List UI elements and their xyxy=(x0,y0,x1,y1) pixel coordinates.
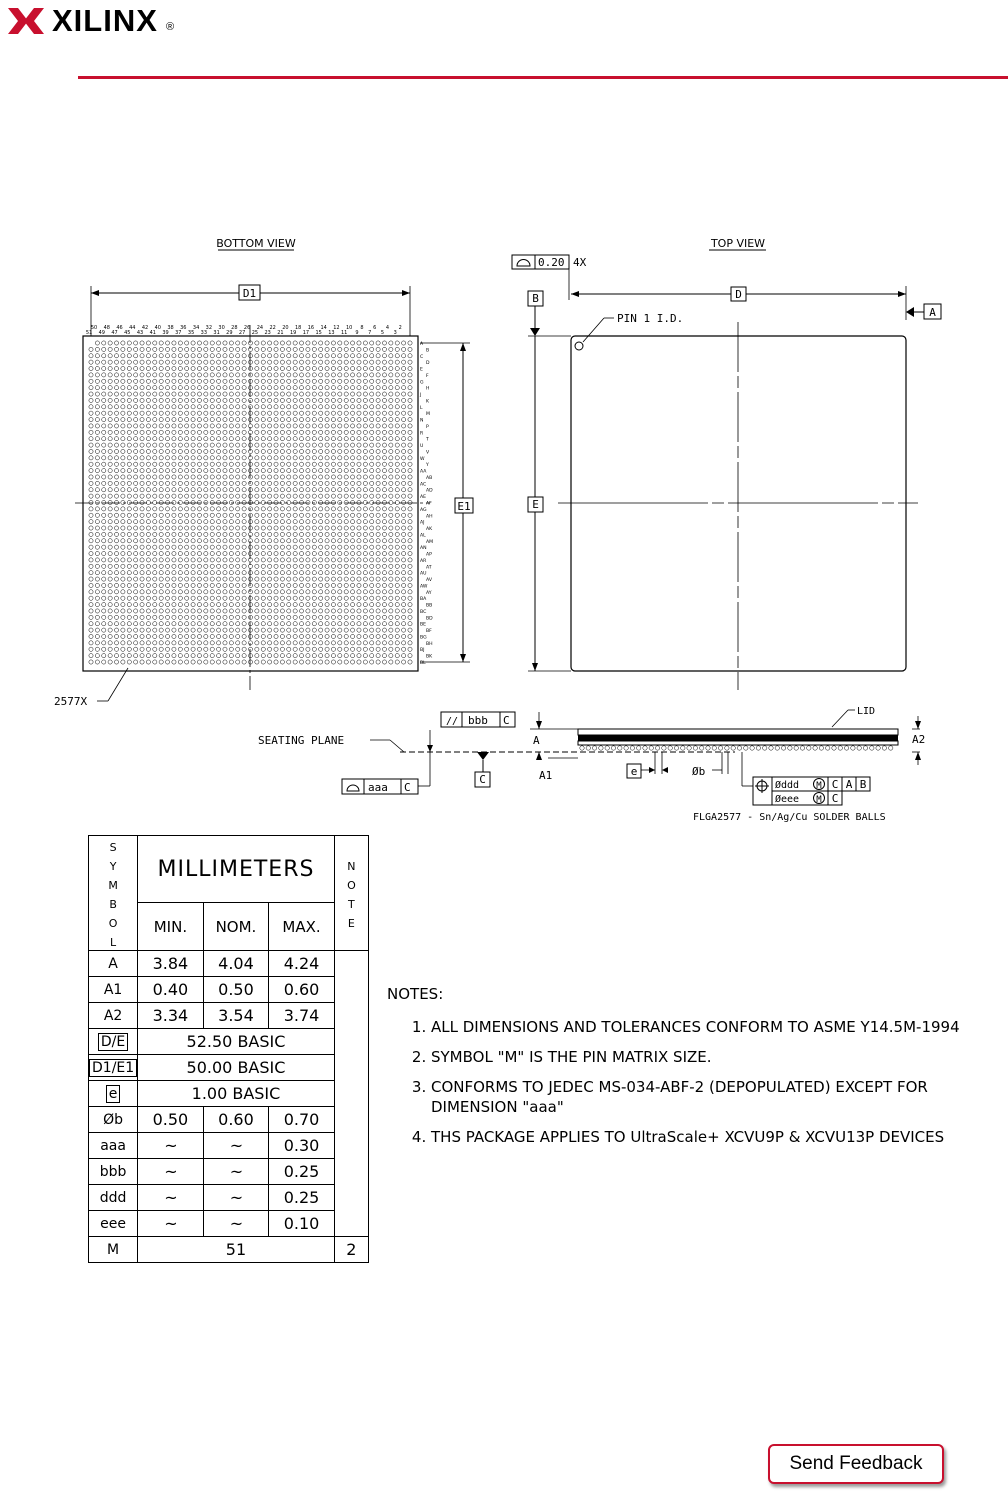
row-letter: J xyxy=(420,393,422,399)
nom-cell: 4.04 xyxy=(203,951,269,977)
row-letter: AC xyxy=(420,482,427,488)
row-letter: AV xyxy=(426,578,432,584)
column-number: 46 xyxy=(116,325,123,331)
m-modifier-1: M xyxy=(816,781,822,791)
notes-section xyxy=(387,985,977,1157)
note-item: 3. CONFORMS TO JEDEC MS-034-ABF-2 (DEPOPULATED) EXCEPT FOR DIMENSION "aaa" xyxy=(431,1077,977,1117)
row-letter: AU xyxy=(420,571,427,577)
row-letter: V xyxy=(426,450,430,456)
min-cell: ~ xyxy=(138,1185,204,1211)
row-letter: AM xyxy=(426,539,434,545)
parallelism-icon: // xyxy=(446,716,459,727)
max-cell: 4.24 xyxy=(269,951,335,977)
datum-c-pos-2: C xyxy=(831,792,839,805)
column-number: 6 xyxy=(373,325,377,331)
row-letter: AB xyxy=(426,475,433,481)
note-item: 2. SYMBOL "M" IS THE PIN MATRIX SIZE. xyxy=(431,1047,977,1067)
column-number-labels xyxy=(86,325,402,336)
column-number: 23 xyxy=(264,330,271,336)
column-number: 33 xyxy=(200,330,208,336)
column-number: 32 xyxy=(205,325,213,331)
row-letter-labels xyxy=(419,341,433,666)
column-number: 12 xyxy=(333,325,340,331)
row-letter: U xyxy=(420,444,424,450)
row-letter: W xyxy=(420,456,425,462)
row-letter: BG xyxy=(420,635,427,641)
column-number: 17 xyxy=(302,330,310,336)
row-letter: BE xyxy=(420,622,427,628)
row-letter: BF xyxy=(426,629,432,635)
pin1-indicator-icon xyxy=(575,342,583,350)
symbol-cell: aaa xyxy=(89,1133,138,1159)
column-number: 41 xyxy=(149,330,156,336)
column-number: 38 xyxy=(167,325,174,331)
pin1-label: PIN 1 I.D. xyxy=(617,312,684,325)
nom-header: NOM. xyxy=(203,903,269,951)
column-number: 24 xyxy=(256,325,264,331)
row-letter: K xyxy=(426,399,430,405)
symbol-cell: eee xyxy=(89,1211,138,1237)
nom-cell: ~ xyxy=(203,1133,269,1159)
note-item: 4. THS PACKAGE APPLIES TO UltraScale+ XCVU9P & XCVU13P DEVICES xyxy=(431,1127,977,1147)
symbol-cell: ddd xyxy=(89,1185,138,1211)
column-number: 30 xyxy=(218,325,225,331)
notes-title: NOTES: xyxy=(387,985,444,1003)
column-number: 3 xyxy=(393,330,397,336)
column-number: 29 xyxy=(226,330,233,336)
send-feedback-button[interactable]: Send Feedback xyxy=(768,1444,944,1484)
ddd-label: Øddd xyxy=(775,780,800,791)
column-number: 48 xyxy=(103,325,110,331)
note-cell: 2 xyxy=(334,1237,368,1263)
column-number: 27 xyxy=(238,330,246,336)
note-header: N O T E xyxy=(334,836,368,951)
row-letter: Y xyxy=(426,463,429,469)
column-number: 13 xyxy=(328,330,335,336)
column-number: 7 xyxy=(368,330,372,336)
column-number: 36 xyxy=(180,325,187,331)
row-letter: AF xyxy=(426,501,432,507)
row-letter: AG xyxy=(420,507,427,513)
e1-label: E1 xyxy=(457,500,471,513)
column-number: 21 xyxy=(277,330,284,336)
package-caption: FLGA2577 - Sn/Ag/Cu SOLDER BALLS xyxy=(693,812,886,823)
nom-cell: 0.60 xyxy=(203,1107,269,1133)
row-letter: AR xyxy=(420,558,427,564)
row-letter: BB xyxy=(426,603,433,609)
row-letter: N xyxy=(420,418,424,424)
min-header: MIN. xyxy=(138,903,204,951)
a1-label: A1 xyxy=(539,769,553,782)
top-view xyxy=(512,237,941,690)
row-letter: AJ xyxy=(420,520,425,526)
d1-label: D1 xyxy=(242,287,257,300)
basic-cell: 52.50 BASIC xyxy=(138,1029,335,1055)
bottom-view-title: BOTTOM VIEW xyxy=(216,237,296,250)
e-label: E xyxy=(532,498,539,511)
bbb-label: bbb xyxy=(468,714,488,727)
column-number: 25 xyxy=(251,330,259,336)
column-number: 8 xyxy=(360,325,364,331)
symbol-cell: A1 xyxy=(89,977,138,1003)
column-number: 50 xyxy=(90,325,98,331)
column-number: 43 xyxy=(136,330,144,336)
column-number: 40 xyxy=(154,325,161,331)
symbol-cell: D/E xyxy=(89,1029,138,1055)
row-letter: H xyxy=(426,386,430,392)
ball-diameter-label: Øb xyxy=(692,765,706,778)
column-number: 11 xyxy=(341,330,348,336)
column-number: 37 xyxy=(175,330,182,336)
unit-header: MILLIMETERS xyxy=(138,836,335,903)
max-cell: 0.25 xyxy=(269,1159,335,1185)
column-number: 26 xyxy=(243,325,251,331)
column-number: 20 xyxy=(282,325,289,331)
row-letter: R xyxy=(420,431,424,437)
notes-list xyxy=(387,1017,977,1147)
row-letter: AK xyxy=(426,527,433,533)
row-letter: AT xyxy=(426,565,432,571)
row-letter: AH xyxy=(426,514,433,520)
flatness-count: 4X xyxy=(573,256,587,269)
e-pitch-label: e xyxy=(630,765,638,778)
column-number: 10 xyxy=(346,325,353,331)
row-letter: D xyxy=(426,361,430,367)
min-cell: 3.84 xyxy=(138,951,204,977)
column-number: 42 xyxy=(141,325,149,331)
min-cell: ~ xyxy=(138,1133,204,1159)
datum-a-pos: A xyxy=(845,778,853,791)
value-cell: 51 xyxy=(138,1237,335,1263)
column-number: 4 xyxy=(385,325,390,331)
note-item: 1. ALL DIMENSIONS AND TOLERANCES CONFORM TO ASME Y14.5M-1994 xyxy=(431,1017,977,1037)
a-label: A xyxy=(533,734,540,747)
row-letter: B xyxy=(426,348,430,354)
row-letter: M xyxy=(426,412,430,418)
symbol-cell: A2 xyxy=(89,1003,138,1029)
row-letter: BH xyxy=(426,641,433,647)
column-number: 28 xyxy=(231,325,238,331)
symbol-cell: Øb xyxy=(89,1107,138,1133)
max-cell: 0.30 xyxy=(269,1133,335,1159)
max-cell: 0.70 xyxy=(269,1107,335,1133)
dimension-table xyxy=(88,835,369,1263)
row-letter: L xyxy=(420,405,423,411)
row-letter: AY xyxy=(426,590,432,596)
column-number: 5 xyxy=(380,330,385,336)
min-cell: ~ xyxy=(138,1211,204,1237)
column-number: 31 xyxy=(213,330,220,336)
column-number: 9 xyxy=(355,330,359,336)
datum-c-pos: C xyxy=(831,778,839,791)
row-letter: F xyxy=(426,373,429,379)
min-cell: 0.50 xyxy=(138,1107,204,1133)
row-letter: AE xyxy=(420,495,427,501)
column-number: 51 xyxy=(85,330,93,336)
bottom-view xyxy=(54,237,473,708)
package-outline-bottom xyxy=(83,336,418,671)
nom-cell: 0.50 xyxy=(203,977,269,1003)
row-letter: T xyxy=(426,437,429,443)
datum-c: C xyxy=(479,773,486,786)
column-number: 34 xyxy=(192,325,200,331)
datum-c-aaa: C xyxy=(404,781,411,794)
column-number: 35 xyxy=(187,330,195,336)
column-number: 19 xyxy=(289,330,297,336)
lid-label: LID xyxy=(857,706,876,717)
registered-mark: ® xyxy=(166,21,175,33)
column-number: 49 xyxy=(98,330,105,336)
symbol-cell: bbb xyxy=(89,1159,138,1185)
symbol-cell: A xyxy=(89,951,138,977)
basic-cell: 1.00 BASIC xyxy=(138,1081,335,1107)
datum-b-pos: B xyxy=(859,778,867,791)
row-letter: BJ xyxy=(420,648,425,654)
side-view xyxy=(258,706,925,823)
symbol-cell: M xyxy=(89,1237,138,1263)
ball-count-label: 2577X xyxy=(54,695,88,708)
symbol-cell: D1/E1 xyxy=(89,1055,138,1081)
row-letter: BA xyxy=(420,597,427,603)
max-cell: 0.10 xyxy=(269,1211,335,1237)
basic-cell: 50.00 BASIC xyxy=(138,1055,335,1081)
datum-b: B xyxy=(532,292,539,305)
seating-plane-label: SEATING PLANE xyxy=(258,734,345,747)
nom-cell: ~ xyxy=(203,1159,269,1185)
max-cell: 0.60 xyxy=(269,977,335,1003)
nom-cell: ~ xyxy=(203,1185,269,1211)
datum-a-top: A xyxy=(929,306,936,319)
row-letter: AP xyxy=(426,552,432,558)
row-letter: BD xyxy=(426,616,433,622)
column-number: 44 xyxy=(129,325,136,331)
package-outline-top xyxy=(571,336,906,671)
row-letter: AA xyxy=(420,469,427,475)
row-letter: BL xyxy=(420,661,426,666)
column-number: 15 xyxy=(315,330,322,336)
row-letter: C xyxy=(420,354,424,360)
nom-cell: 3.54 xyxy=(203,1003,269,1029)
row-letter: P xyxy=(426,424,429,430)
column-number: 22 xyxy=(269,325,276,331)
row-letter: AD xyxy=(426,488,433,494)
side-view-balls xyxy=(580,746,893,750)
row-letter: AL xyxy=(420,533,426,539)
nom-cell: ~ xyxy=(203,1211,269,1237)
top-view-title: TOP VIEW xyxy=(710,237,766,250)
max-cell: 0.25 xyxy=(269,1185,335,1211)
symbol-header: S Y M B O L xyxy=(89,836,138,951)
logo-wordmark: XILINX xyxy=(52,3,158,38)
datum-c-bbb: C xyxy=(503,714,510,727)
row-letter: BC xyxy=(420,609,427,615)
eee-label: Øeee xyxy=(775,794,800,805)
column-number: 45 xyxy=(124,330,131,336)
row-letter: AN xyxy=(420,546,427,552)
max-header: MAX. xyxy=(269,903,335,951)
a2-label: A2 xyxy=(912,733,926,746)
max-cell: 3.74 xyxy=(269,1003,335,1029)
aaa-label: aaa xyxy=(368,781,388,794)
min-cell: ~ xyxy=(138,1159,204,1185)
column-number: 39 xyxy=(162,330,169,336)
column-number: 16 xyxy=(307,325,315,331)
column-number: 18 xyxy=(294,325,302,331)
symbol-cell: e xyxy=(89,1081,138,1107)
row-letter: E xyxy=(420,367,423,373)
d-label: D xyxy=(735,288,742,301)
column-number: 2 xyxy=(398,325,402,331)
flatness-value: 0.20 xyxy=(538,256,565,269)
min-cell: 0.40 xyxy=(138,977,204,1003)
min-cell: 3.34 xyxy=(138,1003,204,1029)
row-letter: AW xyxy=(420,584,428,590)
note-cell xyxy=(334,951,368,1237)
row-letter: G xyxy=(420,380,424,386)
column-number: 47 xyxy=(111,330,118,336)
row-letter: A xyxy=(420,342,424,347)
row-letter: BK xyxy=(426,654,433,660)
column-number: 14 xyxy=(320,325,327,331)
m-modifier-2: M xyxy=(816,795,822,805)
